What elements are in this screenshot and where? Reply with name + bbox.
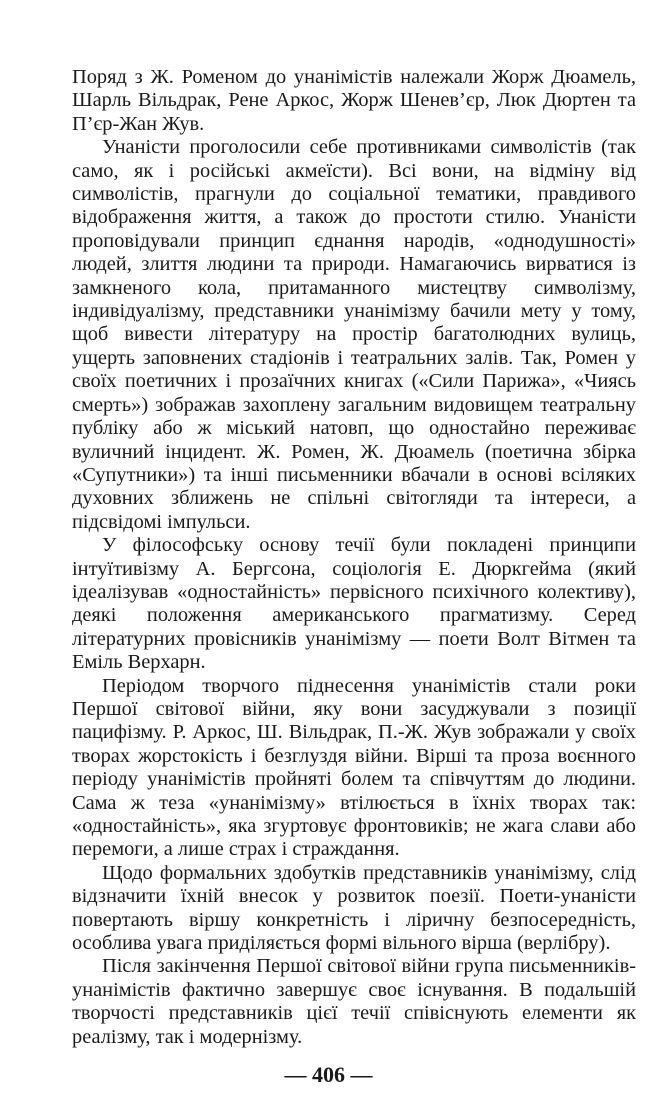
page-body: [72, 66, 636, 1049]
paragraph-3: У філософську основу течії були покладені принципи інтуїтивізму А. Бергсона, соціологія Е. Дюркгейма (який ідеалізував «одностайність» первісного психічного колективу), деякі положення американського прагматизму. Серед літературних провісників унанімізму — поети Волт Вітмен та Еміль Верхарн.: [72, 534, 636, 674]
paragraph-1: Поряд з Ж. Роменом до унанімістів належали Жорж Дюамель, Шарль Вільдрак, Рене Аркос, Жорж Шенев’єр, Люк Дюртен та П’єр-Жан Жув.: [72, 66, 636, 135]
paragraph-5: Щодо формальних здобутків представників унанімізму, слід відзначити їхній внесок у розвиток поезії. Поети-унаністи повертають віршу конкретність і ліричну безпосередність, особлива увага приділяється формі вільного вірша (верлібру).: [72, 861, 636, 955]
page-number: — 406 —: [284, 1062, 373, 1087]
paragraph-2: Унаністи проголосили себе противниками символістів (так само, як і російські акмеїсти). Всі вони, на відміну від символістів, прагнули до соціальної тематики, правдивого відображення життя, а також до простоти стилю. Унаністи проповідували принцип єднання народів, «однодушності» людей, злиття людини та природи. Намагаючись вирватися із замкненого кола, притаманного мистецтву символізму, індивідуалізму, представники унанімізму бачили мету у тому, щоб вивести літературу на простір багатолюдних вулиць, ущерть заповнених стадіонів і театральних залів. Так, Ромен у своїх поетичних і прозаїчних книгах («Сили Парижа», «Чиясь смерть») зображав захоплену загальним видовищем театральну публіку або ж міський натовп, що одностайно переживає вуличний інцидент. Ж. Ромен, Ж. Дюамель (поетична збірка «Супутники») та інші письменники вбачали в основі всіляких духовних зближень не спільні світогляди та інтереси, а підсвідомі імпульси.: [72, 136, 636, 533]
paragraph-6: Після закінчення Першої світової війни група письменників-унанімістів фактично завершує своє існування. В подальшій творчості представників цієї течії співіснують елементи як реалізму, так і модернізму.: [72, 955, 636, 1048]
paragraph-4: Періодом творчого піднесення унанімістів стали роки Першої світової війни, яку вони засуджували з позиції пацифізму. Р. Аркос, Ш. Вільдрак, П.-Ж. Жув зображали у своїх творах жорстокість і безглуздя війни. Вірші та проза воєнного періоду унанімістів пройняті болем та співчуттям до людини. Сама ж теза «унанімізму» втілюється в їхніх творах так: «одностайність», яка згуртовує фронтовиків; не жага слави або перемоги, а лише страх і страждання.: [72, 674, 636, 861]
